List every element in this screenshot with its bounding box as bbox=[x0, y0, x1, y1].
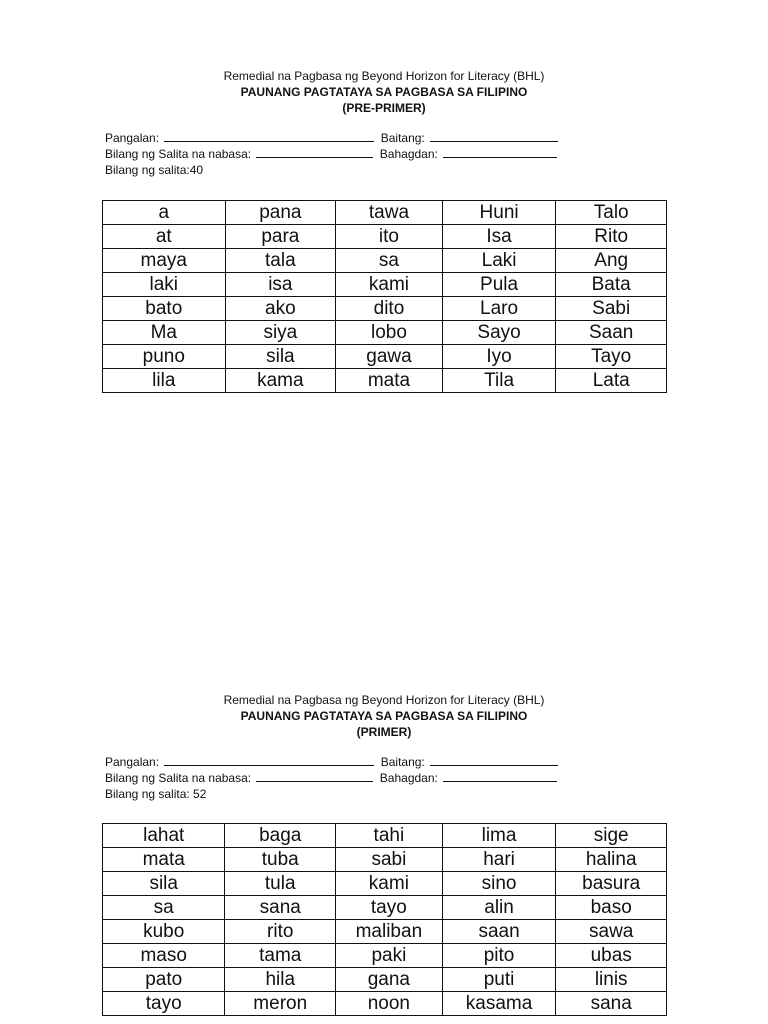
word-cell: puno bbox=[103, 345, 226, 369]
word-cell: Sayo bbox=[442, 321, 556, 345]
level-label: (PRIMER) bbox=[356, 725, 412, 739]
word-cell: tama bbox=[225, 944, 336, 968]
table-row bbox=[103, 249, 667, 273]
word-cell: halina bbox=[556, 848, 667, 872]
word-cell: Tayo bbox=[556, 345, 667, 369]
word-cell: Sabi bbox=[556, 297, 667, 321]
word-cell: tayo bbox=[336, 896, 443, 920]
word-cell: maso bbox=[103, 944, 225, 968]
word-cell: tala bbox=[225, 249, 336, 273]
word-cell: isa bbox=[225, 273, 336, 297]
word-cell: baga bbox=[225, 824, 336, 848]
word-cell: saan bbox=[442, 920, 556, 944]
table-row bbox=[103, 297, 667, 321]
table-row bbox=[103, 944, 667, 968]
program-title: Remedial na Pagbasa ng Beyond Horizon for Literacy (BHL) bbox=[223, 693, 545, 707]
word-cell: para bbox=[225, 225, 336, 249]
word-cell: lahat bbox=[103, 824, 225, 848]
word-cell: Lata bbox=[556, 369, 667, 393]
pre-primer-header bbox=[0, 68, 768, 116]
name-label: Pangalan: bbox=[105, 131, 160, 145]
word-cell: laki bbox=[103, 273, 226, 297]
word-cell: at bbox=[103, 225, 226, 249]
word-cell: linis bbox=[556, 968, 667, 992]
word-cell: lila bbox=[103, 369, 226, 393]
percentage-blank[interactable] bbox=[443, 770, 557, 782]
word-cell: gana bbox=[336, 968, 443, 992]
word-cell: basura bbox=[556, 872, 667, 896]
word-cell: tawa bbox=[336, 201, 443, 225]
word-cell: sana bbox=[556, 992, 667, 1016]
word-cell: Rito bbox=[556, 225, 667, 249]
word-cell: pito bbox=[442, 944, 556, 968]
word-cell: siya bbox=[225, 321, 336, 345]
word-cell: mata bbox=[336, 369, 443, 393]
word-cell: baso bbox=[556, 896, 667, 920]
word-cell: Ang bbox=[556, 249, 667, 273]
table-row bbox=[103, 225, 667, 249]
word-cell: ito bbox=[336, 225, 443, 249]
grade-blank[interactable] bbox=[430, 754, 558, 766]
word-cell: gawa bbox=[336, 345, 443, 369]
word-cell: sawa bbox=[556, 920, 667, 944]
table-row bbox=[103, 848, 667, 872]
word-cell: tayo bbox=[103, 992, 225, 1016]
word-cell: meron bbox=[225, 992, 336, 1016]
word-cell: Ma bbox=[103, 321, 226, 345]
word-cell: kama bbox=[225, 369, 336, 393]
word-cell: hila bbox=[225, 968, 336, 992]
table-row bbox=[103, 992, 667, 1016]
word-cell: rito bbox=[225, 920, 336, 944]
word-cell: noon bbox=[336, 992, 443, 1016]
word-cell: puti bbox=[442, 968, 556, 992]
word-cell: lobo bbox=[336, 321, 443, 345]
word-cell: sino bbox=[442, 872, 556, 896]
grade-label: Baitang: bbox=[380, 131, 425, 145]
word-cell: hari bbox=[442, 848, 556, 872]
word-cell: Isa bbox=[442, 225, 556, 249]
table-row bbox=[103, 920, 667, 944]
word-cell: tuba bbox=[225, 848, 336, 872]
word-cell: sabi bbox=[336, 848, 443, 872]
word-cell: lima bbox=[442, 824, 556, 848]
primer-section bbox=[0, 692, 768, 1014]
word-cell: tahi bbox=[336, 824, 443, 848]
level-label: (PRE-PRIMER) bbox=[342, 101, 426, 115]
word-cell: sila bbox=[225, 345, 336, 369]
name-blank[interactable] bbox=[164, 754, 374, 766]
percentage-label: Bahagdan: bbox=[379, 147, 438, 161]
word-cell: Huni bbox=[442, 201, 556, 225]
word-cell: sa bbox=[336, 249, 443, 273]
primer-word-table bbox=[102, 823, 667, 1016]
word-cell: kami bbox=[336, 872, 443, 896]
word-cell: sila bbox=[103, 872, 225, 896]
table-row bbox=[103, 321, 667, 345]
words-read-label: Bilang ng Salita na nabasa: bbox=[105, 147, 252, 161]
word-cell: dito bbox=[336, 297, 443, 321]
table-row bbox=[103, 201, 667, 225]
word-cell: maya bbox=[103, 249, 226, 273]
word-cell: kasama bbox=[442, 992, 556, 1016]
grade-label: Baitang: bbox=[380, 755, 425, 769]
word-cell: mata bbox=[103, 848, 225, 872]
student-info-fields bbox=[105, 754, 768, 802]
assessment-title: PAUNANG PAGTATAYA SA PAGBASA SA FILIPINO bbox=[240, 709, 528, 723]
word-cell: kami bbox=[336, 273, 443, 297]
word-count: Bilang ng salita:40 bbox=[105, 163, 204, 177]
word-cell: kubo bbox=[103, 920, 225, 944]
table-row bbox=[103, 968, 667, 992]
word-cell: paki bbox=[336, 944, 443, 968]
words-read-blank[interactable] bbox=[256, 146, 373, 158]
assessment-title: PAUNANG PAGTATAYA SA PAGBASA SA FILIPINO bbox=[240, 85, 528, 99]
word-cell: pana bbox=[225, 201, 336, 225]
word-cell: sana bbox=[225, 896, 336, 920]
table-row bbox=[103, 824, 667, 848]
words-read-blank[interactable] bbox=[256, 770, 373, 782]
word-count: Bilang ng salita: 52 bbox=[105, 787, 207, 801]
percentage-blank[interactable] bbox=[443, 146, 557, 158]
words-read-label: Bilang ng Salita na nabasa: bbox=[105, 771, 252, 785]
word-cell: Iyo bbox=[442, 345, 556, 369]
table-row bbox=[103, 896, 667, 920]
word-cell: sa bbox=[103, 896, 225, 920]
word-cell: Talo bbox=[556, 201, 667, 225]
pre-primer-word-table bbox=[102, 200, 667, 393]
pre-primer-section bbox=[0, 68, 768, 391]
word-cell: Saan bbox=[556, 321, 667, 345]
word-cell: alin bbox=[442, 896, 556, 920]
percentage-label: Bahagdan: bbox=[379, 771, 438, 785]
table-row bbox=[103, 345, 667, 369]
word-cell: sige bbox=[556, 824, 667, 848]
name-blank[interactable] bbox=[164, 130, 374, 142]
word-cell: Tila bbox=[442, 369, 556, 393]
word-cell: Bata bbox=[556, 273, 667, 297]
table-row bbox=[103, 369, 667, 393]
name-label: Pangalan: bbox=[105, 755, 160, 769]
program-title: Remedial na Pagbasa ng Beyond Horizon for Literacy (BHL) bbox=[223, 69, 545, 83]
student-info-fields bbox=[105, 130, 768, 178]
word-cell: maliban bbox=[336, 920, 443, 944]
word-cell: a bbox=[103, 201, 226, 225]
word-cell: tula bbox=[225, 872, 336, 896]
word-cell: Laki bbox=[442, 249, 556, 273]
primer-header bbox=[0, 692, 768, 740]
word-cell: Laro bbox=[442, 297, 556, 321]
word-cell: Pula bbox=[442, 273, 556, 297]
table-row bbox=[103, 872, 667, 896]
grade-blank[interactable] bbox=[430, 130, 558, 142]
word-cell: bato bbox=[103, 297, 226, 321]
word-cell: pato bbox=[103, 968, 225, 992]
word-cell: ubas bbox=[556, 944, 667, 968]
word-cell: ako bbox=[225, 297, 336, 321]
table-row bbox=[103, 273, 667, 297]
